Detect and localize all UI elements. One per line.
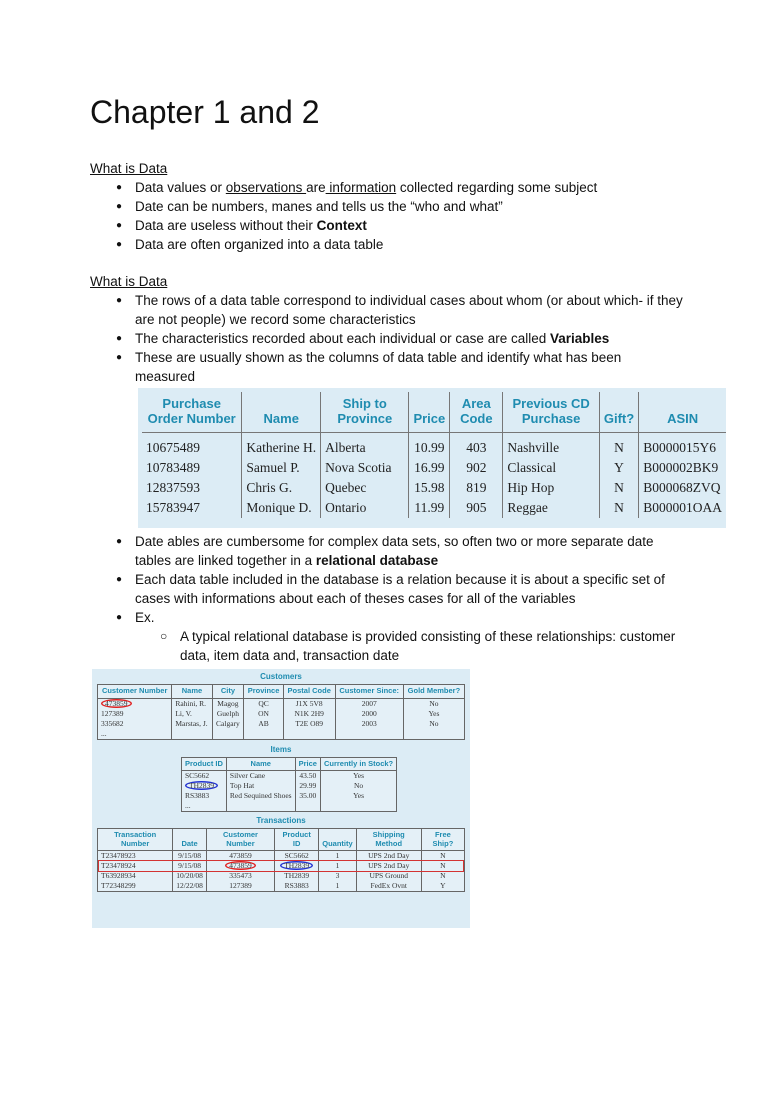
column-header: Shipping Method bbox=[356, 829, 421, 851]
cell-value: Nova Scotia bbox=[325, 460, 392, 475]
text: A typical relational database is provided consisting of these relationships: customer data, item data and, transaction date bbox=[180, 629, 676, 663]
table-cell bbox=[242, 478, 321, 498]
table-cell bbox=[244, 719, 284, 729]
table-cell bbox=[639, 478, 726, 498]
cell-value: Top Hat bbox=[229, 781, 255, 790]
table-cell bbox=[98, 719, 172, 729]
cell-value: No bbox=[429, 718, 439, 728]
table-cell bbox=[599, 498, 638, 518]
bullet-item bbox=[90, 570, 683, 608]
table-row bbox=[182, 791, 397, 801]
table-cell bbox=[275, 861, 319, 871]
cell-value: T2E O89 bbox=[295, 718, 324, 728]
bullet-item bbox=[90, 627, 680, 665]
cell-value: Red Sequined Shoes bbox=[229, 791, 292, 800]
cell-value: SC5662 bbox=[185, 771, 210, 780]
underlined-text: information bbox=[325, 180, 397, 195]
cell-value: AB bbox=[258, 718, 269, 728]
table-cell bbox=[212, 698, 244, 709]
text: collected regarding some subject bbox=[396, 180, 598, 195]
table-cell bbox=[450, 498, 503, 518]
section-what-is-data-1 bbox=[90, 159, 768, 254]
cell-value: 905 bbox=[466, 500, 487, 515]
cell-value: Yes bbox=[428, 708, 440, 718]
cell-value: Samuel P. bbox=[246, 460, 300, 475]
table-cell bbox=[98, 881, 173, 892]
cell-value: UPS Ground bbox=[369, 871, 408, 880]
table-cell bbox=[172, 698, 212, 709]
table-cell bbox=[226, 801, 295, 812]
table-cell bbox=[98, 861, 173, 871]
cell-value: 10675489 bbox=[146, 440, 200, 455]
cell-value: Reggae bbox=[507, 500, 548, 515]
cell-value: UPS 2nd Day bbox=[368, 851, 410, 860]
table-row bbox=[142, 433, 726, 459]
text: These are usually shown as the columns of data table and identify what has been measured bbox=[135, 350, 622, 384]
table-cell bbox=[599, 433, 638, 459]
table-cell bbox=[142, 498, 242, 518]
cell-value: 902 bbox=[466, 460, 487, 475]
table-cell bbox=[639, 433, 726, 459]
cell-value: 16.99 bbox=[414, 460, 445, 475]
cell-value: 335473 bbox=[229, 871, 252, 880]
table-cell bbox=[599, 478, 638, 498]
cell-value: ON bbox=[258, 708, 269, 718]
table-cell bbox=[212, 719, 244, 729]
cell-value: B000002BK9 bbox=[643, 460, 719, 475]
cell-value: Ontario bbox=[325, 500, 367, 515]
table-row bbox=[182, 771, 397, 782]
table-cell bbox=[173, 851, 207, 862]
bullet-list bbox=[90, 291, 768, 386]
cell-value: Y bbox=[614, 460, 624, 475]
cell-value: QC bbox=[258, 698, 269, 708]
table-cell bbox=[295, 801, 320, 812]
items-caption: Items bbox=[270, 744, 292, 754]
cell-value: 2000 bbox=[361, 708, 377, 718]
table-cell bbox=[403, 719, 464, 729]
table-cell bbox=[173, 871, 207, 881]
cell-value: Alberta bbox=[325, 440, 366, 455]
table-cell bbox=[182, 791, 227, 801]
cell-value: 3 bbox=[335, 871, 340, 880]
column-header: Gold Member? bbox=[403, 685, 464, 699]
cell-value: 2003 bbox=[361, 718, 377, 728]
cell-value: Silver Cane bbox=[229, 771, 266, 780]
cell-value: J1X 5V8 bbox=[295, 698, 323, 708]
column-header: Postal Code bbox=[283, 685, 335, 699]
bold-text: relational database bbox=[315, 553, 439, 568]
bullet-item bbox=[90, 291, 683, 329]
table-cell bbox=[409, 458, 450, 478]
table-cell bbox=[356, 861, 421, 871]
table-row bbox=[142, 478, 726, 498]
table-cell bbox=[226, 771, 295, 782]
cell-value: FedEx Ovnt bbox=[370, 881, 407, 890]
column-header: Purchase Order Number bbox=[142, 392, 242, 433]
cell-value: T23478924 bbox=[101, 861, 136, 870]
table-cell bbox=[142, 478, 242, 498]
cell-value: 9/15/08 bbox=[178, 861, 202, 870]
bullet-list bbox=[90, 532, 768, 665]
page-title: Chapter 1 and 2 bbox=[90, 94, 320, 130]
table-cell bbox=[172, 719, 212, 729]
table-cell bbox=[335, 719, 403, 729]
cell-value: 12837593 bbox=[146, 480, 200, 495]
table-row bbox=[98, 851, 465, 862]
table-cell bbox=[321, 478, 409, 498]
table-cell bbox=[212, 729, 244, 740]
table-cell bbox=[142, 433, 242, 459]
column-header: Date bbox=[173, 829, 207, 851]
cell-value: Chris G. bbox=[246, 480, 293, 495]
table-cell bbox=[403, 698, 464, 709]
table-cell bbox=[335, 709, 403, 719]
transactions-caption: Transactions bbox=[256, 816, 306, 825]
column-header: Customer Number bbox=[98, 685, 172, 699]
purchase-order-table bbox=[142, 392, 726, 518]
table-cell bbox=[275, 871, 319, 881]
table-cell bbox=[172, 709, 212, 719]
cell-value: Magog bbox=[217, 698, 239, 708]
table-cell bbox=[409, 478, 450, 498]
column-header: Name bbox=[172, 685, 212, 699]
cell-value: Li, V. bbox=[175, 708, 192, 718]
table-cell bbox=[283, 698, 335, 709]
bullet-item bbox=[90, 235, 683, 254]
section-relational-database bbox=[90, 532, 768, 665]
column-header: Previous CD Purchase bbox=[503, 392, 599, 433]
column-header: City bbox=[212, 685, 244, 699]
table-cell bbox=[320, 801, 396, 812]
table-cell bbox=[319, 861, 356, 871]
text: The characteristics recorded about each individual or case are called bbox=[135, 331, 550, 346]
circled-cell-value: 473859 bbox=[101, 699, 132, 708]
table-cell bbox=[142, 458, 242, 478]
text: Ex. bbox=[135, 610, 155, 625]
cell-value: 9/15/08 bbox=[178, 851, 202, 860]
table-cell bbox=[244, 729, 284, 740]
cell-value: T23478923 bbox=[101, 851, 136, 860]
table-cell bbox=[403, 729, 464, 740]
table-cell bbox=[503, 498, 599, 518]
cell-value: UPS 2nd Day bbox=[368, 861, 410, 870]
cell-value: 43.50 bbox=[299, 771, 317, 780]
table-cell bbox=[283, 709, 335, 719]
table-cell bbox=[320, 771, 396, 782]
cell-value: Nashville bbox=[507, 440, 560, 455]
text: The rows of a data table correspond to individual cases about whom (or about which- if they are not people) we record some characteristics bbox=[135, 293, 683, 327]
cell-value: No bbox=[353, 781, 364, 790]
transactions-table bbox=[97, 828, 465, 892]
table-cell bbox=[98, 851, 173, 862]
cell-value: 1 bbox=[335, 851, 340, 860]
table-cell bbox=[283, 729, 335, 740]
table-cell bbox=[295, 781, 320, 791]
cell-value: N bbox=[614, 440, 624, 455]
cell-value: ... bbox=[185, 801, 191, 810]
cell-value: Yes bbox=[353, 771, 364, 780]
table-cell bbox=[226, 791, 295, 801]
text: Data values or bbox=[135, 180, 226, 195]
cell-value: 403 bbox=[466, 440, 487, 455]
customers-caption: Customers bbox=[260, 672, 302, 681]
cell-value: 127389 bbox=[229, 881, 252, 890]
table-cell bbox=[321, 433, 409, 459]
purchase-order-table-image bbox=[138, 388, 726, 528]
customers-table bbox=[97, 684, 465, 740]
text: Data are often organized into a data table bbox=[135, 237, 384, 252]
text: are bbox=[306, 180, 326, 195]
section-what-is-data-2 bbox=[90, 272, 768, 386]
table-cell bbox=[206, 861, 274, 871]
table-cell bbox=[173, 861, 207, 871]
table-cell bbox=[206, 881, 274, 892]
cell-value: B000068ZVQ bbox=[643, 480, 721, 495]
cell-value: SC5662 bbox=[284, 851, 309, 860]
table-cell bbox=[421, 871, 464, 881]
table-cell bbox=[319, 881, 356, 892]
table-cell bbox=[321, 458, 409, 478]
cell-value: 15.98 bbox=[414, 480, 445, 495]
cell-value: 1 bbox=[335, 861, 340, 870]
cell-value: Guelph bbox=[216, 708, 239, 718]
table-cell bbox=[599, 458, 638, 478]
document-page bbox=[0, 92, 768, 968]
table-cell bbox=[319, 851, 356, 862]
table-row bbox=[182, 781, 397, 791]
table-cell bbox=[409, 433, 450, 459]
table-cell bbox=[319, 871, 356, 881]
bullet-item bbox=[90, 197, 683, 216]
items-table bbox=[181, 757, 397, 813]
cell-value: Monique D. bbox=[246, 500, 312, 515]
column-header: Customer Number bbox=[206, 829, 274, 851]
cell-value: N bbox=[614, 480, 624, 495]
cell-value: Quebec bbox=[325, 480, 367, 495]
table-cell bbox=[356, 851, 421, 862]
table-cell bbox=[275, 881, 319, 892]
cell-value: ... bbox=[101, 728, 107, 738]
table-cell bbox=[503, 478, 599, 498]
cell-value: Katherine H. bbox=[246, 440, 317, 455]
table-cell bbox=[450, 458, 503, 478]
bullet-item bbox=[90, 608, 683, 627]
table-cell bbox=[356, 881, 421, 892]
cell-value: 12/22/08 bbox=[176, 881, 203, 890]
table-cell bbox=[320, 791, 396, 801]
table-cell bbox=[242, 498, 321, 518]
table-cell bbox=[275, 851, 319, 862]
table-cell bbox=[172, 729, 212, 740]
table-cell bbox=[182, 771, 227, 782]
table-cell bbox=[639, 458, 726, 478]
column-header: Customer Since: bbox=[335, 685, 403, 699]
table-cell bbox=[295, 791, 320, 801]
cell-value: TH2839 bbox=[284, 871, 310, 880]
cell-value: N bbox=[440, 851, 446, 860]
table-cell bbox=[98, 698, 172, 709]
table-cell bbox=[244, 709, 284, 719]
table-cell bbox=[212, 709, 244, 719]
table-row bbox=[98, 881, 465, 892]
cell-value: Yes bbox=[353, 791, 364, 800]
table-row bbox=[98, 719, 465, 729]
column-header: Price bbox=[295, 757, 320, 771]
bullet-item bbox=[90, 329, 683, 348]
table-cell bbox=[244, 698, 284, 709]
circled-cell-value: TH2839 bbox=[185, 781, 218, 790]
column-header: Name bbox=[226, 757, 295, 771]
bullet-item bbox=[90, 348, 683, 386]
cell-value: 2007 bbox=[361, 698, 377, 708]
cell-value: 29.99 bbox=[299, 781, 317, 790]
column-header: Product ID bbox=[182, 757, 227, 771]
table-cell bbox=[242, 433, 321, 459]
table-cell bbox=[242, 458, 321, 478]
table-cell bbox=[503, 433, 599, 459]
cell-value: RS3883 bbox=[185, 791, 210, 800]
cell-value: 15783947 bbox=[146, 500, 200, 515]
bullet-item bbox=[90, 216, 683, 235]
table-cell bbox=[409, 498, 450, 518]
column-header: Name bbox=[242, 392, 321, 433]
table-row bbox=[98, 871, 465, 881]
cell-value: Calgary bbox=[216, 718, 240, 728]
bold-text: Context bbox=[316, 218, 367, 233]
section-heading: What is Data bbox=[90, 274, 168, 289]
bullet-list bbox=[90, 178, 768, 254]
table-row bbox=[142, 458, 726, 478]
cell-value: No bbox=[429, 698, 439, 708]
circled-cell-value: 473859 bbox=[225, 861, 256, 870]
cell-value: T72348299 bbox=[101, 881, 136, 890]
column-header: Area Code bbox=[450, 392, 503, 433]
column-header: Currently in Stock? bbox=[320, 757, 396, 771]
cell-value: 1 bbox=[335, 881, 340, 890]
table-cell bbox=[206, 851, 274, 862]
table-cell bbox=[182, 781, 227, 791]
cell-value: 819 bbox=[466, 480, 487, 495]
column-header: Free Ship? bbox=[421, 829, 464, 851]
table-cell bbox=[320, 781, 396, 791]
table-cell bbox=[356, 871, 421, 881]
bold-text: Variables bbox=[549, 331, 610, 346]
column-header: Transaction Number bbox=[98, 829, 173, 851]
text: Data are useless without their bbox=[135, 218, 317, 233]
column-header: Price bbox=[409, 392, 450, 433]
table-cell bbox=[421, 881, 464, 892]
column-header: Province bbox=[244, 685, 284, 699]
cell-value: Rahini, R. bbox=[175, 698, 206, 708]
text: Date can be numbers, manes and tells us the “who and what” bbox=[135, 199, 503, 214]
table-cell bbox=[321, 498, 409, 518]
table-cell bbox=[98, 729, 172, 740]
cell-value: 10.99 bbox=[414, 440, 445, 455]
table-cell bbox=[450, 433, 503, 459]
bullet-item bbox=[90, 532, 683, 570]
table-cell bbox=[206, 871, 274, 881]
text: Each data table included in the database is a relation because it is about a specific set of cases with informations about each of theses cases for all of the variables bbox=[135, 572, 665, 606]
cell-value: 473859 bbox=[229, 851, 252, 860]
table-cell bbox=[173, 881, 207, 892]
text: Date ables are cumbersome for complex data sets, so often two or more separate date tables are linked together in a bbox=[135, 534, 654, 568]
table-row bbox=[98, 698, 465, 709]
cell-value: Hip Hop bbox=[507, 480, 555, 495]
table-cell bbox=[335, 729, 403, 740]
table-cell bbox=[98, 871, 173, 881]
table-cell bbox=[403, 709, 464, 719]
column-header: Gift? bbox=[599, 392, 638, 433]
column-header: Product ID bbox=[275, 829, 319, 851]
table-cell bbox=[450, 478, 503, 498]
column-header: ASIN bbox=[639, 392, 726, 433]
column-header: Ship to Province bbox=[321, 392, 409, 433]
table-row bbox=[142, 498, 726, 518]
relational-database-image bbox=[92, 669, 470, 928]
cell-value: 335682 bbox=[101, 718, 124, 728]
column-header: Quantity bbox=[319, 829, 356, 851]
table-cell bbox=[421, 851, 464, 862]
cell-value: B000001OAA bbox=[643, 500, 722, 515]
table-cell bbox=[295, 771, 320, 782]
cell-value: 11.99 bbox=[414, 500, 445, 515]
table-cell bbox=[421, 861, 464, 871]
cell-value: N bbox=[614, 500, 624, 515]
cell-value: N1K 2H9 bbox=[294, 708, 324, 718]
table-cell bbox=[335, 698, 403, 709]
cell-value: 35.00 bbox=[299, 791, 317, 800]
table-cell bbox=[182, 801, 227, 812]
cell-value: 127389 bbox=[101, 708, 124, 718]
circled-cell-value: TH2839 bbox=[280, 861, 313, 870]
cell-value: T63928934 bbox=[101, 871, 136, 880]
table-row bbox=[98, 709, 465, 719]
cell-value: 10/20/08 bbox=[176, 871, 203, 880]
cell-value: 10783489 bbox=[146, 460, 200, 475]
bullet-item bbox=[90, 178, 683, 197]
cell-value: B0000015Y6 bbox=[643, 440, 716, 455]
section-heading: What is Data bbox=[90, 161, 168, 176]
table-cell bbox=[283, 719, 335, 729]
table-cell bbox=[226, 781, 295, 791]
table-row bbox=[182, 801, 397, 812]
cell-value: Y bbox=[440, 881, 446, 890]
table-row bbox=[98, 861, 465, 871]
table-cell bbox=[98, 709, 172, 719]
table-cell bbox=[503, 458, 599, 478]
table-row bbox=[98, 729, 465, 740]
cell-value: Classical bbox=[507, 460, 557, 475]
table-cell bbox=[639, 498, 726, 518]
cell-value: Marstas, J. bbox=[175, 718, 208, 728]
underlined-text: observations bbox=[225, 180, 307, 195]
cell-value: N bbox=[440, 861, 446, 870]
cell-value: RS3883 bbox=[284, 881, 309, 890]
cell-value: N bbox=[440, 871, 446, 880]
